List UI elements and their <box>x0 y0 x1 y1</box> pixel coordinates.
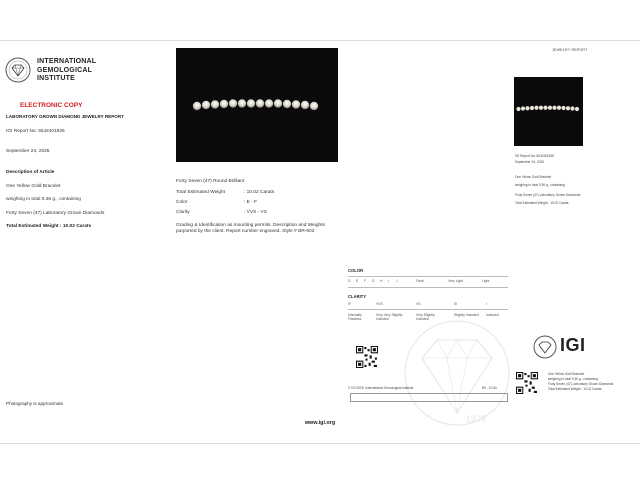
institute-line-3: INSTITUTE <box>37 75 75 82</box>
color-letter: I <box>388 279 389 283</box>
shape-cut: Forty Seven (47) Round Brilliant <box>176 179 245 184</box>
right-report-number: IGI Report No: 65J2401825 <box>515 154 554 158</box>
color-scale-line <box>348 276 508 277</box>
copyright-line: © IGI 2025, International Gemological Institute <box>348 386 414 390</box>
bracelet-image-small <box>516 104 581 112</box>
clarity-code: VVS <box>376 302 383 306</box>
right-total-weight: Total Estimated Weight : 10.02 Carats <box>515 201 569 205</box>
weight-label: Total Estimated Weight <box>176 190 225 195</box>
watermark-year: 1975 <box>466 414 487 424</box>
igi-seal-logo <box>5 57 31 83</box>
diamond-watermark <box>392 318 522 428</box>
institute-line-2: GEMOLOGICAL <box>37 66 93 74</box>
mini-description-line: Forty Seven (47) Laboratory Grown Diamonds <box>548 382 614 386</box>
clarity-code: IF <box>348 302 352 306</box>
color-scale-heading: COLOR <box>348 268 364 273</box>
report-date: September 24, 2025 <box>6 149 50 154</box>
photo-note: Photography is approximate <box>6 401 64 406</box>
igi-seal-icon <box>533 335 557 359</box>
clarity-description: Very Very Slightly Included <box>376 313 403 321</box>
description-line: Forty Seven (47) Laboratory Grown Diamonds <box>6 211 105 216</box>
clarity-scale-line <box>348 309 508 310</box>
color-word: Light <box>482 279 490 283</box>
color-label: Color <box>176 200 188 205</box>
color-letter: G <box>372 279 375 283</box>
qr-code <box>356 346 378 368</box>
color-letter: D <box>348 279 351 283</box>
color-letter: E <box>356 279 359 283</box>
mini-description-line: weighing in total 9.36 g., containing <box>548 377 598 381</box>
institute-line-1: INTERNATIONAL <box>37 58 97 65</box>
clarity-description: Slightly Included <box>454 313 479 317</box>
total-weight-line: Total Estimated Weight : 10.02 Carats <box>6 224 92 229</box>
document-code: R0 - 10.00 <box>482 386 497 390</box>
color-word: Faint <box>416 279 424 283</box>
bracelet-photo <box>176 48 338 162</box>
right-description-line: weighing in total 9.36 g., containing <box>515 183 565 187</box>
jewelry-report-label: JEWELRY REPORT <box>552 48 588 52</box>
igi-logo-text: IGI <box>560 335 586 355</box>
mini-description-line: One Yellow Gold Bracelet <box>548 372 585 376</box>
clarity-scale-heading: CLARITY <box>348 294 367 299</box>
description-line: One Yellow Gold Bracelet <box>6 184 61 189</box>
top-divider <box>0 40 640 41</box>
report-title: LABORATORY GROWN DIAMOND JEWELRY REPORT <box>6 114 124 119</box>
weight-value: : 10.02 Carats <box>244 190 275 195</box>
comments: Grading & Identification as mounting permits. Description and Weights purported by the client. Report number engraved. Style # BR-602 <box>176 223 325 234</box>
bracelet-image <box>192 96 322 112</box>
clarity-label: Clarity <box>176 210 190 215</box>
security-strip <box>350 393 508 402</box>
bracelet-photo-small <box>514 77 583 146</box>
right-description-line: One Yellow Gold Bracelet <box>515 175 552 179</box>
report-number: IGI Report No: 65J2401825 <box>6 129 65 134</box>
electronic-copy-label: ELECTRONIC COPY <box>20 102 83 109</box>
institute-name <box>37 58 96 84</box>
mini-description-line: Total Estimated Weight : 10.02 Carats <box>548 387 602 391</box>
clarity-code: SI <box>454 302 458 306</box>
clarity-code: VS <box>416 302 421 306</box>
color-letter: J <box>396 279 398 283</box>
description-line: weighing in total 9.36 g., containing <box>6 197 81 202</box>
clarity-description: Included <box>486 313 499 317</box>
bottom-divider <box>0 443 640 444</box>
qr-code-small <box>516 372 538 394</box>
clarity-code: I <box>486 302 487 306</box>
color-word: Very Light <box>448 279 464 283</box>
clarity-description: Very Slightly Included <box>416 313 435 321</box>
color-value: : E - F <box>244 200 258 205</box>
clarity-description: Internally Flawless <box>348 313 362 321</box>
color-letter: F <box>364 279 367 283</box>
website-url[interactable]: www.igi.org <box>304 420 336 426</box>
right-description-line: Forty Seven (47) Laboratory Grown Diamonds <box>515 193 581 197</box>
clarity-value: : VVS - VS <box>244 210 267 215</box>
right-date: September 24, 2025 <box>515 160 544 164</box>
description-heading: Description of Article <box>6 170 55 175</box>
color-scale-line <box>348 287 508 288</box>
color-letter: H <box>380 279 383 283</box>
